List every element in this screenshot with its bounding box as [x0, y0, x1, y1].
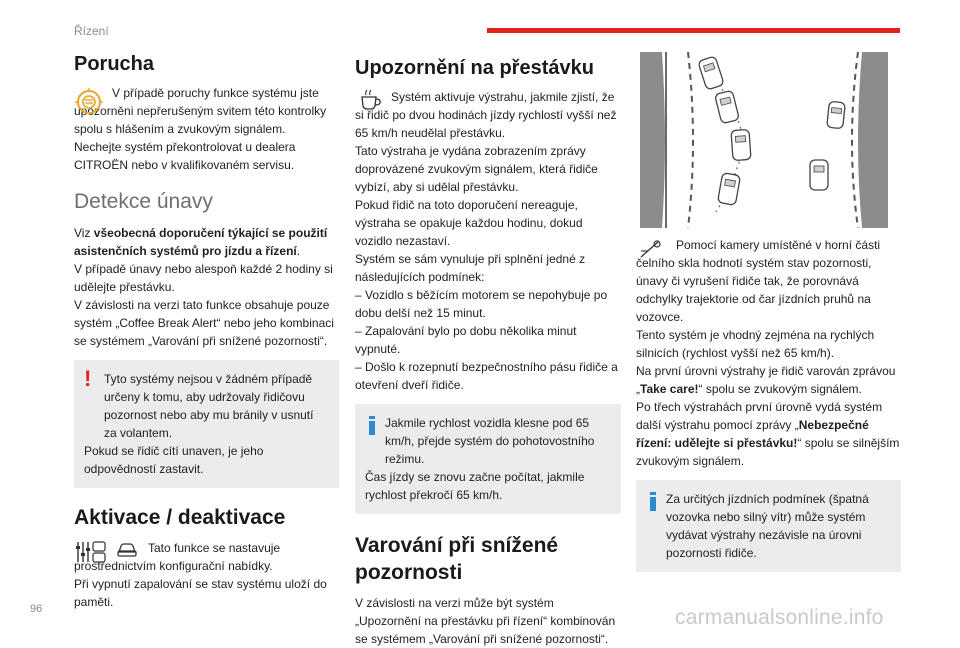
info-icon: [650, 492, 656, 562]
exclamation-warning-icon: !: [84, 366, 92, 391]
heading-upozorneni: Upozornění na přestávku: [355, 57, 594, 79]
info-note-right-text: Za určitých jízdních podmínek (špatná vozovka nebo silný vítr) může systém vydávat výstrahy nezávisle na úrovni pozornosti řidiče.: [666, 492, 869, 560]
header-accent-bar: [487, 28, 900, 33]
info-icon: [369, 416, 375, 468]
aktivace-text: Tato funkce se nastavuje prostřednictvím konfigurační nabídky.: [74, 541, 281, 573]
column-right: [636, 52, 901, 572]
aktivace-text-2: Při vypnutí zapalování se stav systému uloží do paměti.: [74, 577, 327, 609]
heading-varovani: Varování při snížené pozornosti: [355, 534, 559, 584]
section-header: Řízení: [74, 24, 109, 38]
porucha-text-2: Nechejte systém překontrolovat u dealera CITROËN nebo v kvalifikovaném servisu.: [74, 140, 296, 172]
heading-porucha: Porucha: [74, 53, 155, 75]
camera-paragraph-4: [636, 398, 901, 470]
camera-block: [636, 236, 901, 470]
warning-note: [74, 360, 339, 488]
p4-suffix: “ spolu se silnějším zvukovým signálem.: [636, 436, 900, 468]
aktivace-block: [74, 539, 339, 611]
heading-aktivace: Aktivace / deaktivace: [74, 506, 286, 529]
upozorneni-paragraph-3: Pokud řidič na toto doporučení nereaguje, výstraha se opakuje každou hodinu, dokud vozidlo nezastaví.: [355, 198, 583, 248]
porucha-text: V případě poruchy funkce systému jste upozorněni nepřerušeným svitem této kontrolky spolu s hlášením a zvukovým signálem.: [74, 86, 327, 136]
dangerous-driving-message: Nebezpečné řízení: udělejte si přestávku!: [636, 418, 869, 450]
porucha-block: [74, 84, 339, 174]
condition-item-1: – Vozidlo s běžícím motorem se nepohybuje po dobu delší než 15 minut.: [355, 288, 608, 320]
detekce-lead-suffix: .: [296, 244, 301, 258]
info-note-right: [636, 480, 901, 572]
upozorneni-paragraph-2: Tato výstraha je vydána zobrazením zprávy doprovázené zvukovým signálem, která řidiče vybízí, aby si udělal přestávku.: [355, 144, 598, 194]
watermark: carmanualsonline.info: [675, 606, 884, 629]
condition-item-2: – Zapalování bylo po dobu několika minut vypnuté.: [355, 324, 577, 356]
detekce-lead: [74, 224, 339, 260]
upozorneni-paragraph-1: Systém aktivuje výstrahu, jakmile zjistí, že si řidič po dvou hodinách jízdy rychlostí vyšší než 65 km/h neudělal přestávku.: [355, 90, 617, 140]
driver-attention-warning-icon: [74, 87, 104, 122]
warning-note-text-1: Tyto systémy nejsou v žádném případě určeny k tomu, aby udržovaly řidičovu pozornost nebo aby mu bránily v usnutí za volantem.: [104, 372, 314, 440]
settings-menu-icon: [74, 539, 108, 570]
p3-suffix: “ spolu se zvukovým signálem.: [698, 382, 862, 396]
warning-note-text-2: Pokud se řidič cítí unaven, je jeho odpovědností zastavit.: [84, 444, 264, 476]
camera-icon: [638, 238, 664, 265]
detekce-paragraph-1: V případě únavy nebo alespoň každé 2 hodiny si udělejte přestávku.: [74, 262, 333, 294]
varovani-paragraph: V závislosti na verzi může být systém „Upozornění na přestávku při řízení“ kombinován se systémem „Varování při snížené pozornosti“.: [355, 596, 616, 646]
info-note-text-1: Jakmile rychlost vozidla klesne pod 65 km/h, přejde systém do pohotovostního režimu.: [385, 416, 595, 466]
p4-prefix: Po třech výstrahách první úrovně vydá systém další výstrahu pomocí zprávy „: [636, 400, 883, 432]
upozorneni-block: [355, 88, 621, 394]
column-left: [74, 52, 339, 611]
lane-departure-illustration: [640, 52, 888, 228]
p3-prefix: Na první úrovni výstrahy je řidič varován zprávou „: [636, 364, 896, 396]
detekce-lead-prefix: Viz: [74, 226, 94, 240]
page-number: 96: [30, 603, 43, 615]
upozorneni-paragraph-4: Systém se sám vynuluje při splnění jedné z následujících podmínek:: [355, 252, 586, 284]
coffee-cup-icon: [357, 88, 385, 117]
column-middle: [355, 52, 621, 648]
camera-paragraph-2: Tento systém je vhodný zejména na rychlých silnicích (rychlost vyšší než 65 km/h).: [636, 328, 875, 360]
condition-item-3: – Došlo k rozepnutí bezpečnostního pásu řidiče a otevření dveří řidiče.: [355, 360, 618, 392]
heading-detekce-unavy: Detekce únavy: [74, 190, 213, 213]
detekce-lead-bold: všeobecná doporučení týkající se použití asistenčních systémů pro jízdu a řízení: [74, 226, 328, 258]
detekce-paragraph-2: V závislosti na verzi tato funkce obsahuje pouze systém „Coffee Break Alert“ nebo jeho kombinaci se systémem „Varování při snížené pozornosti“.: [74, 298, 334, 348]
info-note: [355, 404, 621, 514]
car-icon: [116, 541, 138, 564]
camera-paragraph-3: [636, 362, 901, 398]
info-note-text-2: Čas jízdy se znovu začne počítat, jakmile rychlost překročí 65 km/h.: [365, 470, 585, 502]
take-care-message: Take care!: [640, 382, 699, 396]
camera-paragraph-1: Pomocí kamery umístěné v horní části čelního skla hodnotí systém stav pozornosti, únavy či vyrušení řidiče tak, že porovnává odchylky trajektorie od čar jízdních pruhů na vozovce.: [636, 238, 881, 324]
